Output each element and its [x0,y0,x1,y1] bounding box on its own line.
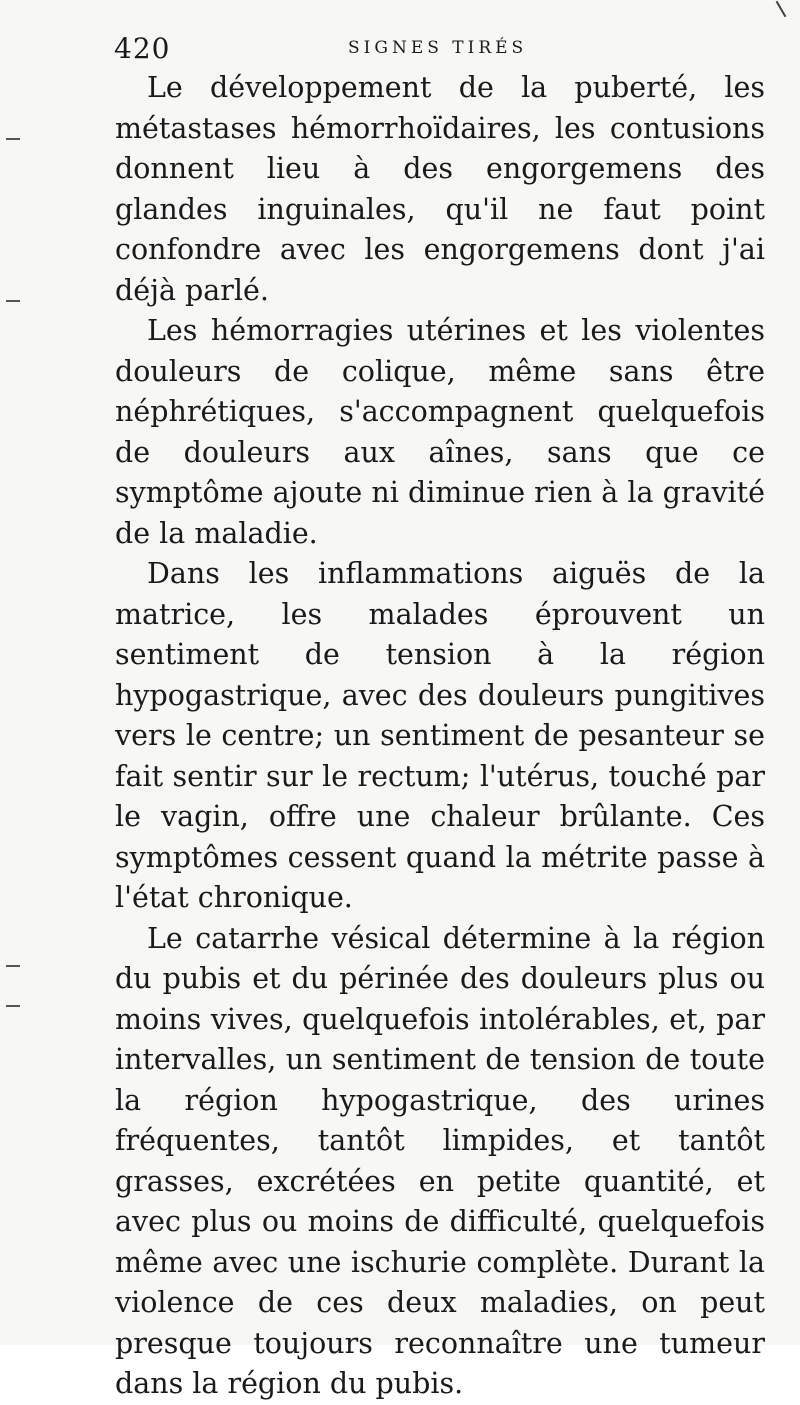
scan-corner-mark [776,1,787,18]
body-text [115,68,765,1405]
page-number: 420 [114,32,171,65]
paragraph-4: Le catarrhe vésical détermine à la région du pubis et du périnée des douleurs plus ou moins vives, quelquefois intolérables, et, par intervalles, un sentiment de tension de toute la région hypogastrique, des urines fréquentes, tantôt limpides, et tantôt grasses, excrétées en petite quantité, et avec plus ou moins de difficulté, quelquefois même avec une ischurie complète. Durant la violence de ces deux maladies, on peut presque toujours reconnaître une tumeur dans la région du pubis. [115,921,765,1400]
page-header [114,32,774,66]
paragraph-3: Dans les inflammations aiguës de la matrice, les malades éprouvent un sentiment de tension à la région hypogastrique, avec des douleurs pungitives vers le centre; un sentiment de pesanteur se fait sentir sur le rectum; l'utérus, touché par le vagin, offre une chaleur brûlante. Ces symptômes cessent quand la métrite passe à l'état chronique. [115,557,765,914]
paragraph-2: Les hémorragies utérines et les violentes douleurs de colique, même sans être néphrétiques, s'accompagnent quelquefois de douleurs aux aînes, sans que ce symptôme ajoute ni diminue rien à la gravité de la maladie. [115,314,765,550]
running-head: SIGNES TIRÉS [348,38,528,58]
margin-mark [6,1005,20,1007]
margin-mark [6,300,20,302]
paragraph-1: Le développement de la puberté, les métastases hémorrhoïdaires, les contusions donnent lieu à des engorgemens des glandes inguinales, qu'il ne faut point confondre avec les engorgemens dont j'ai déjà parlé. [115,71,765,307]
margin-mark [6,138,20,140]
margin-mark [6,965,20,967]
